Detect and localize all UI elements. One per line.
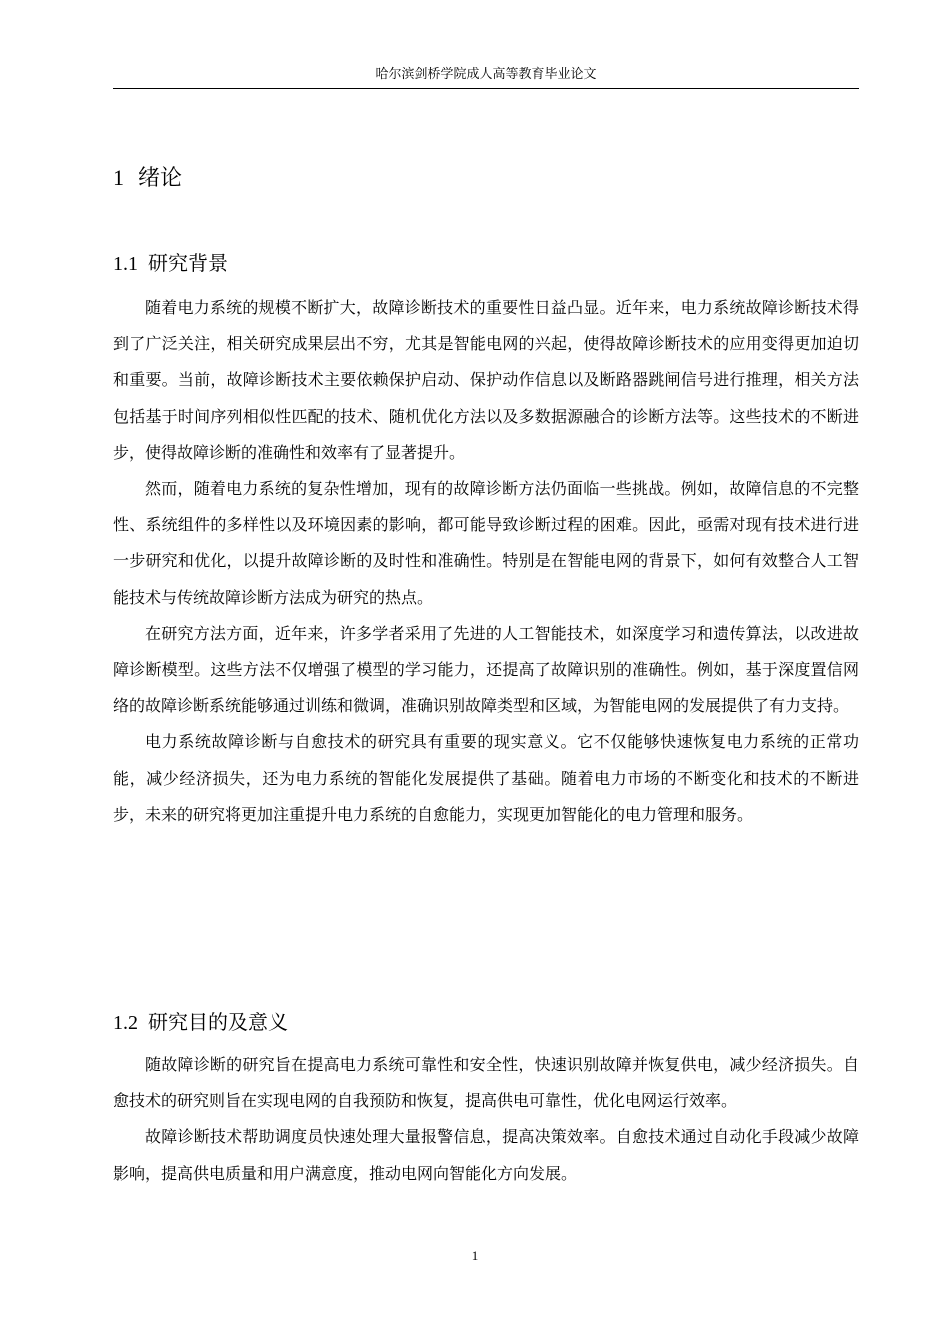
section-title-text: 研究目的及意义 [148,1010,288,1034]
section-number: 1.1 [113,253,138,275]
running-header: 哈尔滨剑桥学院成人高等教育毕业论文 [113,66,859,89]
section-title-purpose [113,1007,288,1038]
paragraph: 在研究方法方面，近年来，许多学者采用了先进的人工智能技术，如深度学习和遗传算法，以改进故障诊断模型。这些方法不仅增强了模型的学习能力，还提高了故障识别的准确性。例如，基于深度置信网络的故障诊断系统能够通过训练和微调，准确识别故障类型和区域，为智能电网的发展提供了有力支持。 [113,623,859,716]
paragraph: 随着电力系统的规模不断扩大，故障诊断技术的重要性日益凸显。近年来，电力系统故障诊断技术得到了广泛关注，相关研究成果层出不穷，尤其是智能电网的兴起，使得故障诊断技术的应用变得更加迫切和重要。当前，故障诊断技术主要依赖保护启动、保护动作信息以及断路器跳闸信号进行推理，相关方法包括基于时间序列相似性匹配的技术、随机优化方法以及多数据源融合的诊断方法等。这些技术的不断进步，使得故障诊断的准确性和效率有了显著提升。 [113,298,859,462]
section-title-background [113,248,228,279]
section-title-text: 研究背景 [148,251,228,275]
paragraph: 电力系统故障诊断与自愈技术的研究具有重要的现实意义。它不仅能够快速恢复电力系统的正常功能，减少经济损失，还为电力系统的智能化发展提供了基础。随着电力市场的不断变化和技术的不断进步，未来的研究将更加注重提升电力系统的自愈能力，实现更加智能化的电力管理和服务。 [113,732,859,824]
chapter-title-text: 绪论 [138,166,183,191]
section-number: 1.2 [113,1012,138,1034]
paragraph: 然而，随着电力系统的复杂性增加，现有的故障诊断方法仍面临一些挑战。例如，故障信息的不完整性、系统组件的多样性以及环境因素的影响，都可能导致诊断过程的困难。因此，亟需对现有技术进行进一步研究和优化，以提升故障诊断的及时性和准确性。特别是在智能电网的背景下，如何有效整合人工智能技术与传统故障诊断方法成为研究的热点。 [113,479,859,607]
paragraph: 随故障诊断的研究旨在提高电力系统可靠性和安全性，快速识别故障并恢复供电，减少经济损失。自愈技术的研究则旨在实现电网的自我预防和恢复，提高供电可靠性，优化电网运行效率。 [113,1055,859,1111]
paragraph: 故障诊断技术帮助调度员快速处理大量报警信息，提高决策效率。自愈技术通过自动化手段减少故障影响，提高供电质量和用户满意度，推动电网向智能化方向发展。 [113,1127,859,1183]
page-number: 1 [471,1248,479,1263]
chapter-title [113,162,182,195]
chapter-number: 1 [113,165,124,190]
section-body-background [113,290,859,833]
section-body-purpose [113,1047,859,1192]
